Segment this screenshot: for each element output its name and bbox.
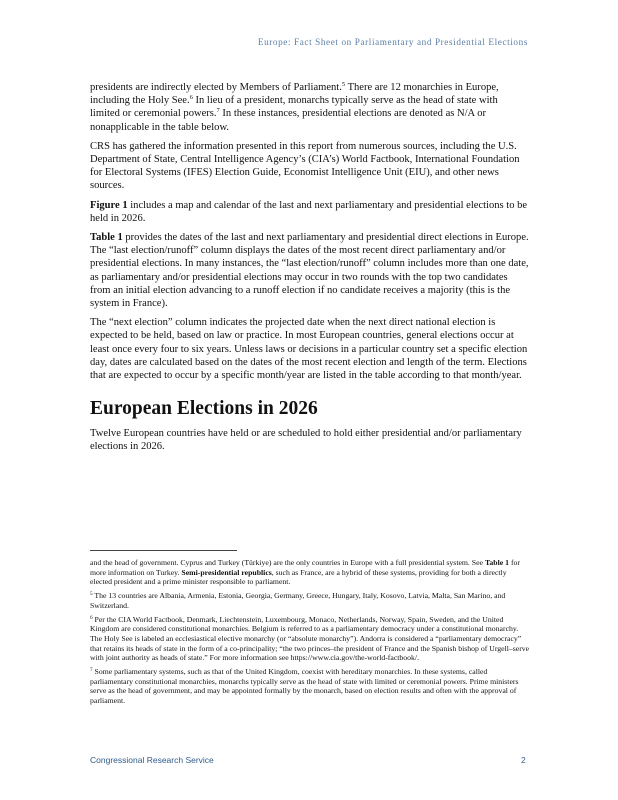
footnote-number: 5 <box>90 591 93 598</box>
footnote-5: $^5$ The 13 countries are Albania, Armenia, Estonia, Georgia, Germany, Greece, Hungary, Italy, Kosovo, Latvia, Malta, San Marino, and Switzerland. <box>90 591 506 610</box>
footer-publisher: Congressional Research Service <box>90 755 214 765</box>
footnote-ref-5[interactable]: 5 <box>341 81 346 88</box>
footnotes <box>90 558 530 710</box>
figure-1-reference[interactable]: Figure 1 <box>90 199 128 211</box>
section-heading: European Elections in 2026 <box>90 398 318 420</box>
paragraph-figure-1: Figure 1 includes a map and calendar of the last and next parliamentary and presidential elections to be held in 2026. <box>90 199 528 224</box>
footnote-continuation: and the head of government. Cyprus and Turkey (Türkiye) are the only countries in Europe with a full presidential system. See Table 1 for more information on Turkey. Semi-presidential republics, such as France, are a hybrid of these systems, providing for both a directly elected president and a prime minister responsible to parliament. <box>90 558 520 587</box>
table-1-reference[interactable]: Table 1 <box>484 558 510 567</box>
footnote-number: 7 <box>90 667 93 674</box>
footnote-6: $^6$ Per the CIA World Factbook, Denmark, Liechtenstein, Luxembourg, Monaco, Netherlands, Norway, Spain, Sweden, and the United Kingdom are considered constitutional monarchies. Belgium is referred to as a parliamentary democracy under a constitutional monarchy. The Holy See is labeled an ecclesiastical elective monarchy (or “absolute monarchy”). Andorra is considered a “parliamentary democracy” that retains its heads of state in the form of a co-principality; “the two princes–the president of France and the Spanish bishop of Urgell–serve with joint authority as heads of state.” For more information see https://www.cia.gov/the-world-factbook/. <box>90 614 530 663</box>
paragraph-sources: CRS has gathered the information presented in this report from numerous sources, including the U.S. Department of State, Central Intelligence Agency’s (CIA’s) World Factbook, International Foundation for Electoral Systems (IFES) Election Guide, Economist Intelligence Unit (EIU), and other news sources. <box>90 140 520 192</box>
body-text <box>90 81 530 460</box>
paragraph-next-election: The “next election” column indicates the projected date when the next direct national election is expected to be held, based on law or practice. In most European countries, general elections occur at least once every four to six years. Unless laws or decisions in a particular country set a specific election day, dates are calculated based on the dates of the most recent election and length of the term. Elections that are expected to occur by a specific month/year are listed in the table according to that month/year. <box>90 317 528 382</box>
footer-page-number: 2 <box>521 755 526 765</box>
footnote-number: 6 <box>90 614 93 621</box>
table-1-reference[interactable]: Table 1 <box>90 232 123 244</box>
paragraph-2026-elections: Twelve European countries have held or are scheduled to hold either presidential and/or parliamentary elections in 2026. <box>90 428 522 453</box>
footnote-ref-7[interactable]: 7 <box>216 107 220 115</box>
footnote-7: $^7$ Some parliamentary systems, such as that of the United Kingdom, coexist with hereditary monarchies. In these systems, called parliamentary constitutional monarchies, monarchs typically serve as the head of state with limited or ceremonial powers. Prime ministers serve as the head of government, and may be appointed formally by the monarch, based on election results and often with the approval of parliament. <box>90 667 519 706</box>
footnote-ref-6[interactable]: 6 <box>189 94 193 102</box>
semi-presidential-term: Semi-presidential republics <box>181 567 272 577</box>
footnote-divider <box>90 550 237 551</box>
paragraph-table-1: Table 1 provides the dates of the last and next parliamentary and presidential direct elections in Europe. The “last election/runoff” column displays the dates of the most recent direct parliamentary and/or presidential elections. In many instances, the “last election/runoff” column includes more than one date, as parliamentary and/or presidential elections may occur in two rounds with the top two candidates from an initial election advancing to a runoff election if no candidate receives a majority (this is the system in France). <box>90 232 529 310</box>
running-header: Europe: Fact Sheet on Parliamentary and Presidential Elections <box>257 37 528 47</box>
paragraph-monarchies: presidents are indirectly elected by Members of Parliament.$^5$ There are 12 monarchies in Europe, including the Holy See.$^6$ In lieu of a president, monarchs typically serve as the head of state with limited or ceremonial powers.$^7$ In these instances, presidential elections are denoted as N/A or nonapplicable in the table below. <box>90 81 499 133</box>
